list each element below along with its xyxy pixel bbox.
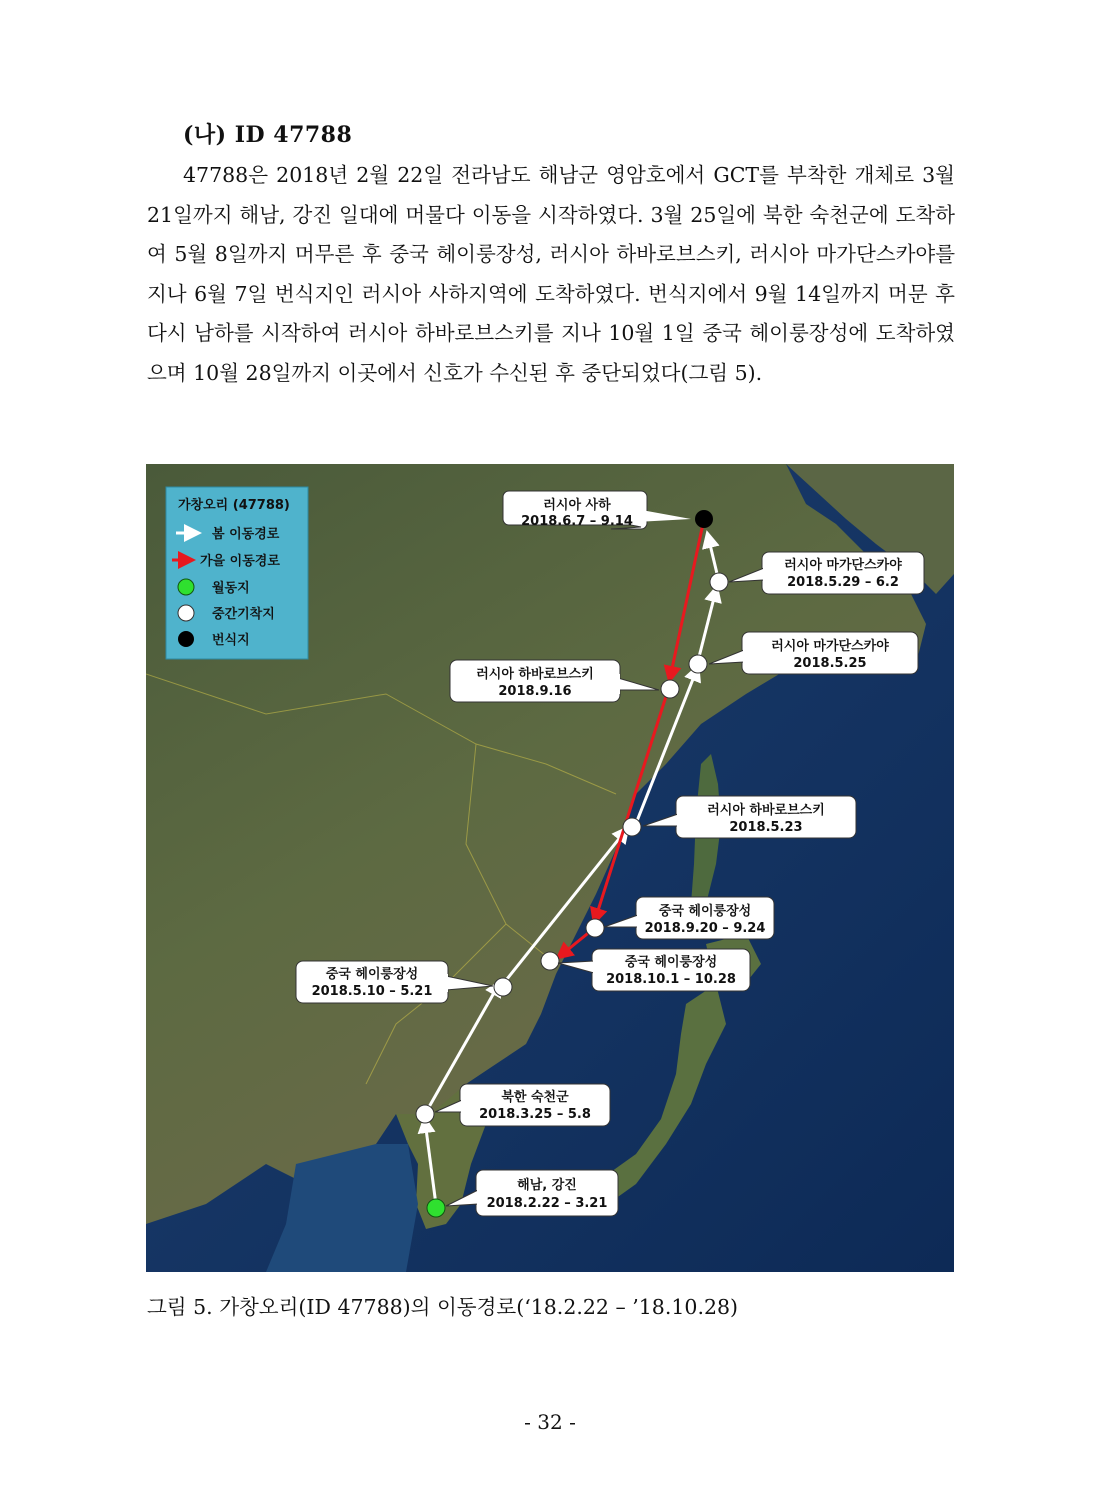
callout-line2: 2018.10.1 – 10.28 [606,972,736,987]
migration-map-figure [146,464,954,1272]
callout-line2: 2018.2.22 – 3.21 [486,1196,608,1211]
wintering-site-marker [427,1199,445,1217]
page-number: - 32 - [524,1410,576,1434]
callout-line1: 러시아 마가단스카야 [771,639,889,654]
legend-label: 봄 이동경로 [212,527,280,542]
callout-line2: 2018.6.7 – 9.14 [521,514,633,529]
callout-line2: 2018.5.23 [729,820,803,835]
callout-line1: 러시아 마가단스카야 [784,558,902,573]
legend-label: 가을 이동경로 [200,554,280,569]
green-dot-icon [178,579,194,595]
paragraph-text: 47788은 2018년 2월 22일 전라남도 해남군 영암호에서 GCT를 부착한 개체로 3월 21일까지 해남, 강진 일대에 머물다 이동을 시작하였다. 3월 25일에 북한 숙천군에 도착하여 5월 8일까지 머무른 후 중국 헤이룽장성, 러시아 하바로브스키, 러시아 마가단스카야를 지나 6월 7일 번식지인 러시아 사하지역에 도착하였다. 번식지에서 9월 14일까지 머문 후 다시 남하를 시작하여 러시아 하바로브스키를 지나 10월 1일 중국 헤이룽장성에 도착하였으며 10월 28일까지 이곳에서 신호가 수신된 후 중단되었다(그림 5). [147,163,955,385]
callout-line1: 중국 헤이룽장성 [325,967,419,982]
callout-line2: 2018.5.29 – 6.2 [787,575,899,590]
stopover-marker [416,1105,434,1123]
callout-north-korea [435,1084,610,1126]
callout-line2: 2018.5.10 – 5.21 [311,984,433,999]
callout-line2: 2018.3.25 – 5.8 [479,1107,591,1122]
stopover-marker [541,952,559,970]
legend-item-wintering [178,579,250,596]
callout-line2: 2018.9.16 [498,684,572,699]
map-legend [166,487,308,659]
legend-label: 번식지 [212,633,250,648]
legend-label: 월동지 [212,581,250,596]
section-heading: (나) ID 47788 [183,122,353,148]
stopover-marker [689,655,707,673]
stopover-marker [494,978,512,996]
stopover-marker [710,573,728,591]
breeding-site-marker [695,510,713,528]
callout-line1: 중국 헤이룽장성 [624,955,718,970]
stopover-marker [586,919,604,937]
figure-caption: 그림 5. 가창오리(ID 47788)의 이동경로(‘18.2.22 – ’18.10.28) [147,1295,739,1319]
callout-line2: 2018.9.20 – 9.24 [644,921,766,936]
stopover-marker [661,680,679,698]
black-dot-icon [178,631,194,647]
callout-line1: 러시아 하바로브스키 [476,667,594,682]
white-dot-icon [178,605,194,621]
callout-line1: 러시아 사하 [543,498,611,513]
stopover-marker [623,818,641,836]
callout-line1: 러시아 하바로브스키 [707,803,825,818]
body-paragraph [147,156,955,393]
callout-line1: 북한 숙천군 [501,1090,569,1105]
callout-line1: 중국 헤이룽장성 [658,904,752,919]
legend-item-breeding [178,631,250,648]
legend-title: 가창오리 (47788) [178,498,290,513]
legend-label: 중간기착지 [212,607,275,622]
callout-line1: 해남, 강진 [517,1178,577,1193]
callout-line2: 2018.5.25 [793,656,867,671]
